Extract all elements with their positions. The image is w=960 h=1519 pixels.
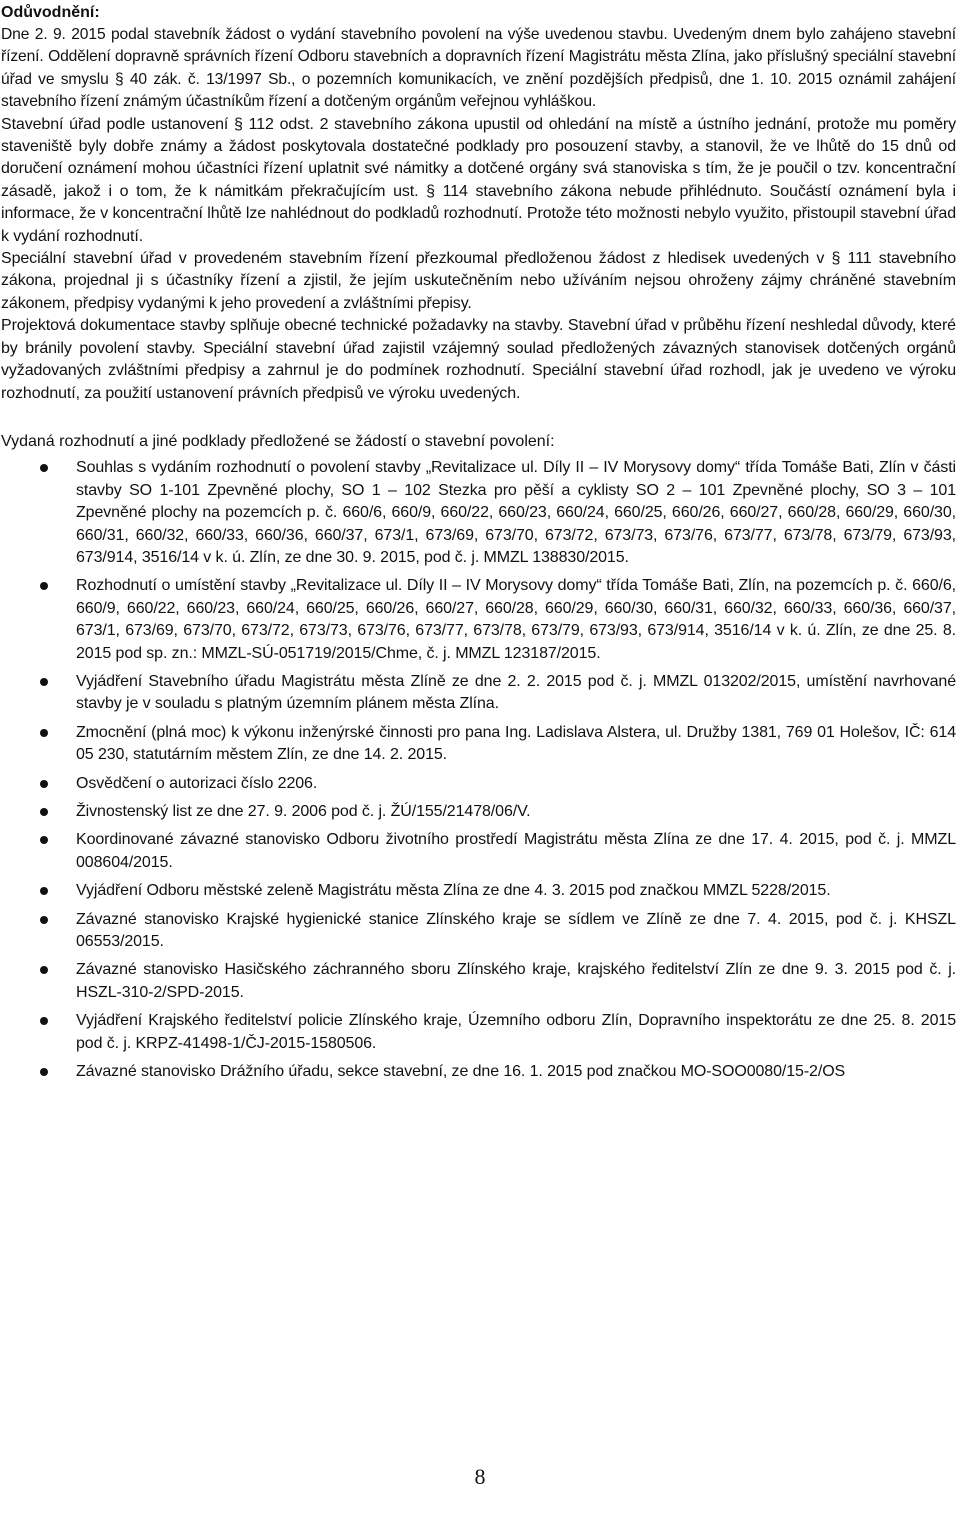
list-item-text: Koordinované závazné stanovisko Odboru životního prostředí Magistrátu města Zlína ze dne 17. 4. 2015, pod č. j. MMZL 008604/2015. (76, 831, 956, 871)
bullet-icon (40, 966, 48, 974)
bullet-icon (40, 464, 48, 472)
section-spacer (1, 405, 956, 431)
documents-list-title: Vydaná rozhodnutí a jiné podklady předložené se žádostí o stavební povolení: (1, 432, 555, 450)
bullet-icon (40, 1068, 48, 1076)
bullet-icon (40, 887, 48, 895)
bullet-icon (40, 678, 48, 686)
list-item (1, 909, 956, 954)
list-item-text: Vyjádření Odboru městské zeleně Magistrátu města Zlína ze dne 4. 3. 2015 pod značkou MMZL 5228/2015. (76, 882, 831, 900)
bullet-icon (40, 780, 48, 788)
bullet-icon (40, 916, 48, 924)
bullet-icon (40, 1017, 48, 1025)
list-item (1, 457, 956, 569)
list-item-text: Živnostenský list ze dne 27. 9. 2006 pod č. j. ŽÚ/155/21478/06/V. (76, 803, 531, 820)
list-item-text: Zmocnění (plná moc) k výkonu inženýrské činnosti pro pana Ing. Ladislava Alstera, ul. Družby 1381, 769 01 Holešov, IČ: 614 05 230, statutárním městem Zlín, ze dne 14. 2. 2015. (76, 723, 956, 764)
list-item-text: Vyjádření Krajského ředitelství policie Zlínského kraje, Územního odboru Zlín, Dopravního inspektorátu ze dne 25. 8. 2015 pod č. j. KRPZ-41498-1/ČJ-2015-1580506. (76, 1012, 956, 1052)
list-item (1, 1061, 956, 1083)
list-item (1, 1010, 956, 1055)
list-item (1, 829, 956, 874)
list-item (1, 671, 956, 716)
list-item-text: Vyjádření Stavebního úřadu Magistrátu města Zlíně ze dne 2. 2. 2015 pod č. j. MMZL 013202/2015, umístění navrhované stavby je v souladu s platným územním plánem města Zlína. (76, 672, 956, 713)
section-heading: Odůvodnění: (1, 4, 100, 21)
list-item-text: Souhlas s vydáním rozhodnutí o povolení stavby „Revitalizace ul. Díly II – IV Morysovy domy“ třída Tomáše Bati, Zlín v části stavby SO 1-101 Zpevněné plochy, SO 1 – 102 Stezka pro pěší a cyklisty SO 2 – 101 Zpevněné plochy, SO 3 – 101 Zpevněné plochy na pozemcích p. č. 660/6, 660/9, 660/22, 660/23, 660/24, 660/25, 660/26, 660/27, 660/28, 660/29, 660/30, 660/31, 660/32, 660/33, 660/36, 660/37, 673/1, 673/69, 673/70, 673/72, 673/73, 673/76, 673/77, 673/78, 673/79, 673/93, 673/914, 3516/14 v k. ú. Zlín, ze dne 30. 9. 2015, pod č. j. MMZL 138830/2015. (76, 459, 956, 566)
list-item (1, 773, 956, 795)
bullet-icon (40, 582, 48, 590)
list-item-text: Osvědčení o autorizaci číslo 2206. (76, 774, 318, 792)
paragraph-procedure-start: Dne 2. 9. 2015 podal stavebník žádost o vydání stavebního povolení na výše uvedenou stavbu. Uvedeným dnem bylo zahájeno stavební řízení. Oddělení dopravně správních řízení Odboru stavebních a dopravních řízení Magistrátu města Zlína, jako příslušný speciální stavební úřad ve smyslu § 40 zák. č. 13/1997 Sb., o pozemních komunikacích, ve znění pozdějších předpisů, dne 1. 10. 2015 oznámil zahájení stavebního řízení známým účastníkům řízení a dotčeným orgánům veřejnou vyhláškou. (1, 26, 956, 111)
list-item (1, 722, 956, 767)
paragraph-project-documentation: Projektová dokumentace stavby splňuje obecné technické požadavky na stavby. Stavební úřad v průběhu řízení neshledal důvody, které by bránily povolení stavby. Speciální stavební úřad zajistil vzájemný soulad předložených závazných stanovisek dotčených orgánů vyžadovaných zvláštními předpisy a zahrnul je do podmínek rozhodnutí. Speciální stavební úřad rozhodl, jak je uvedeno ve výroku rozhodnutí, za použití ustanovení právních předpisů ve výroku uvedených. (1, 317, 956, 402)
paragraph-hearing-waiver: Stavební úřad podle ustanovení § 112 odst. 2 stavebního zákona upustil od ohledání na místě a ústního jednání, protože mu poměry staveniště byly dobře známy a žádost poskytovala dostatečné podklady pro posouzení stavby, a stanovil, že ve lhůtě do 15 dnů od doručení oznámení mohou účastníci řízení uplatnit své námitky a dotčené orgány svá stanoviska s tím, že je poučil o tzv. koncentrační zásadě, jakož i o tom, že k námitkám překračujícím ust. § 114 stavebního zákona nebude přihlédnuto. Součástí oznámení byla i informace, že v koncentrační lhůtě lze nahlédnout do podkladů rozhodnutí. Protože této možnosti nebylo využito, přistoupil stavební úřad k vydání rozhodnutí. (1, 115, 956, 245)
list-item-text: Rozhodnutí o umístění stavby „Revitalizace ul. Díly II – IV Morysovy domy“ třída Tomáše Bati, Zlín, na pozemcích p. č. 660/6, 660/9, 660/22, 660/23, 660/24, 660/25, 660/26, 660/27, 660/28, 660/29, 660/30, 660/31, 660/32, 660/33, 660/36, 660/37, 673/1, 673/69, 673/70, 673/72, 673/73, 673/76, 673/77, 673/78, 673/79, 673/93, 673/914, 3516/14 v k. ú. Zlín, ze dne 25. 8. 2015 pod sp. zn.: MMZL-SÚ-051719/2015/Chme, č. j. MMZL 123187/2015. (76, 577, 956, 662)
bullet-icon (40, 808, 48, 816)
paragraph-review: Speciální stavební úřad v provedeném stavebním řízení přezkoumal předloženou žádost z hledisek uvedených v § 111 stavebního zákona, projednal ji s účastníky řízení a zjistil, že jejím uskutečněním nebo užíváním nejsou ohroženy zájmy chráněné stavebním zákonem, předpisy vydanými k jeho provedení a zvláštními přepisy. (1, 250, 956, 312)
list-item (1, 575, 956, 665)
bullet-icon (40, 836, 48, 844)
list-item (1, 880, 956, 902)
documents-list (1, 457, 956, 1083)
list-item-text: Závazné stanovisko Hasičského záchranného sboru Zlínského kraje, krajského ředitelství Zlín ze dne 9. 3. 2015 pod č. j. HSZL-310-2/SPD-2015. (76, 961, 956, 1001)
bullet-icon (40, 729, 48, 737)
list-item-text: Závazné stanovisko Krajské hygienické stanice Zlínského kraje se sídlem ve Zlíně ze dne 7. 4. 2015, pod č. j. KHSZL 06553/2015. (76, 910, 956, 951)
page-number: 8 (474, 1464, 486, 1489)
list-item-text: Závazné stanovisko Drážního úřadu, sekce stavební, ze dne 16. 1. 2015 pod značkou MO-SOO0080/15-2/OS (76, 1063, 846, 1081)
list-item (1, 959, 956, 1004)
list-item (1, 801, 956, 823)
